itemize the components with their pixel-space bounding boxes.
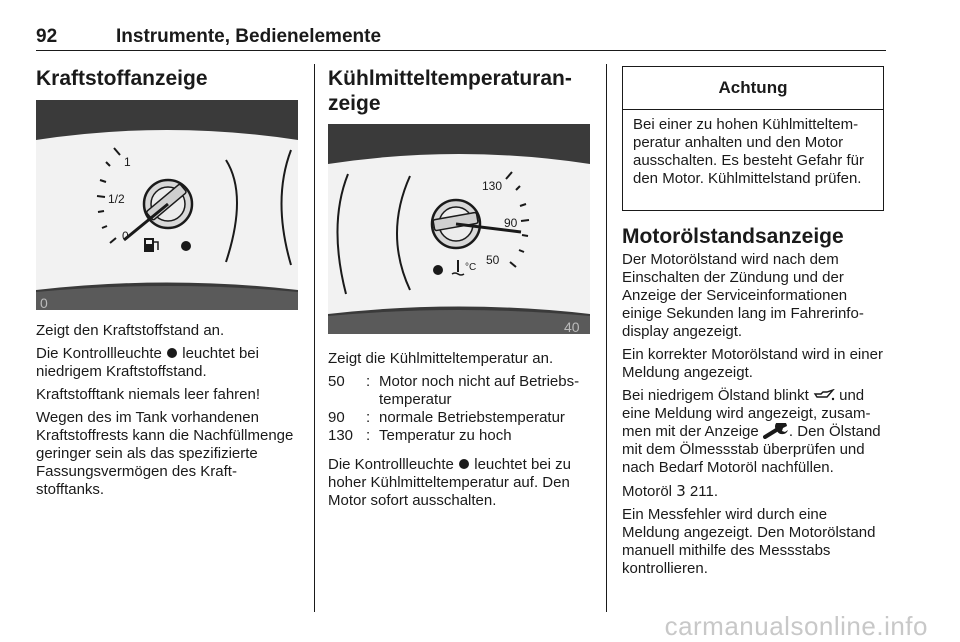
- coolant-p1: Zeigt die Kühlmitteltemperatur an.: [328, 350, 554, 367]
- coolant-label-90: 90: [504, 216, 518, 230]
- oil-section: [622, 224, 886, 578]
- coolant-label-130: 130: [482, 179, 503, 193]
- fuel-heading: Kraftstoffanzeige: [36, 67, 208, 90]
- fuel-section: [36, 60, 298, 91]
- coolant-gauge-illustration: [328, 124, 590, 334]
- fuel-label-empty: 0: [122, 229, 129, 243]
- svg-text:0: 0: [40, 295, 48, 310]
- table-key: 50: [328, 373, 345, 390]
- coolant-heading: Kühlmitteltemperaturanzeige: [328, 67, 572, 115]
- coolant-p2: Die Kontrollleuchte leuchtet bei zu hoher Kühlmitteltemperatur auf. Den Motor sofort ausschalten.: [328, 456, 571, 509]
- fuel-text: [36, 322, 298, 499]
- coolant-unit: °C: [465, 262, 477, 273]
- fuel-p4: Wegen des im Tank vorhandenen Kraftstoffrests kann die Nachfüllmenge geringer sein als das spezifizierte Fassungsvermögen des Kraftstofftanks.: [36, 409, 294, 498]
- table-row: [328, 373, 592, 409]
- table-value: Temperatur zu hoch: [379, 427, 512, 444]
- fuel-p2: Die Kontrollleuchte leuchtet bei niedrigem Kraftstoffstand.: [36, 345, 259, 380]
- oil-heading: Motorölstandsanzeige: [622, 225, 844, 248]
- fuel-label-full: 1: [124, 155, 131, 169]
- fuel-gauge-figure: [36, 100, 298, 310]
- wrench-icon: [763, 423, 789, 439]
- fuel-label-half: 1/2: [108, 192, 125, 206]
- warning-box: [622, 66, 884, 211]
- page-reference-icon: 3: [676, 482, 686, 500]
- table-row: [328, 409, 592, 427]
- fuel-warning-lamp: [181, 241, 191, 251]
- page-reference[interactable]: 211.: [689, 483, 719, 500]
- fuel-gauge-illustration: [36, 100, 298, 310]
- warning-lamp-dot-icon: [167, 348, 177, 358]
- fuel-p3: Kraftstofftank niemals leer fahren!: [36, 386, 261, 403]
- warning-title: Achtung: [623, 67, 883, 110]
- oil-p3: Bei niedrigem Ölstand blinkt und eine Meldung wird angezeigt, zusammen mit der Anzeige . Den Ölstand mit dem Ölmessstab überprüfen und nach Bedarf Motoröl nachfüllen.: [622, 387, 881, 476]
- coolant-section: [328, 60, 590, 116]
- coolant-label-50: 50: [486, 253, 500, 267]
- warning-text: Bei einer zu hohen Kühlmitteltemperatur anhalten und den Motor ausschalten. Es besteht Gefahr für den Motor. Kühlmittelstand prüfen.: [633, 116, 864, 187]
- running-title: Instrumente, Bedienelemente: [116, 26, 382, 47]
- table-key: 90: [328, 409, 345, 426]
- column-divider: [606, 64, 607, 612]
- table-key: 130: [328, 427, 354, 444]
- table-sep: :: [366, 427, 371, 444]
- table-row: [328, 427, 592, 445]
- coolant-gauge-figure: [328, 124, 590, 334]
- table-value: Motor noch nicht auf Betriebstemperatur: [379, 373, 580, 408]
- page-number: 92: [36, 26, 58, 47]
- table-value: normale Betriebstemperatur: [379, 409, 565, 426]
- oil-p4[interactable]: Motoröl 3 211.: [622, 482, 719, 500]
- coolant-edge-text: 40: [564, 319, 580, 334]
- column-divider: [314, 64, 315, 612]
- oil-p1: Der Motorölstand wird nach dem Einschalten der Zündung und der Anzeige der Serviceinformationen einige Sekunden lang im Fahrerinfodisplay angezeigt.: [622, 251, 864, 340]
- fuel-p1: Zeigt den Kraftstoffstand an.: [36, 322, 225, 339]
- oil-p2: Ein korrekter Motorölstand wird in einer Meldung angezeigt.: [622, 346, 883, 381]
- table-sep: :: [366, 409, 371, 426]
- oil-p5: Ein Messfehler wird durch eine Meldung angezeigt. Den Motorölstand manuell mithilfe des Messstabs kontrollieren.: [622, 506, 876, 577]
- table-sep: :: [366, 373, 371, 390]
- warning-lamp-dot-icon: [459, 459, 469, 469]
- page-header: [36, 24, 886, 51]
- coolant-text: [328, 350, 592, 510]
- watermark: carmanualsonline.info: [664, 611, 928, 641]
- coolant-warning-lamp: [433, 265, 443, 275]
- coolant-table: [328, 373, 592, 445]
- oil-can-icon: [813, 389, 835, 401]
